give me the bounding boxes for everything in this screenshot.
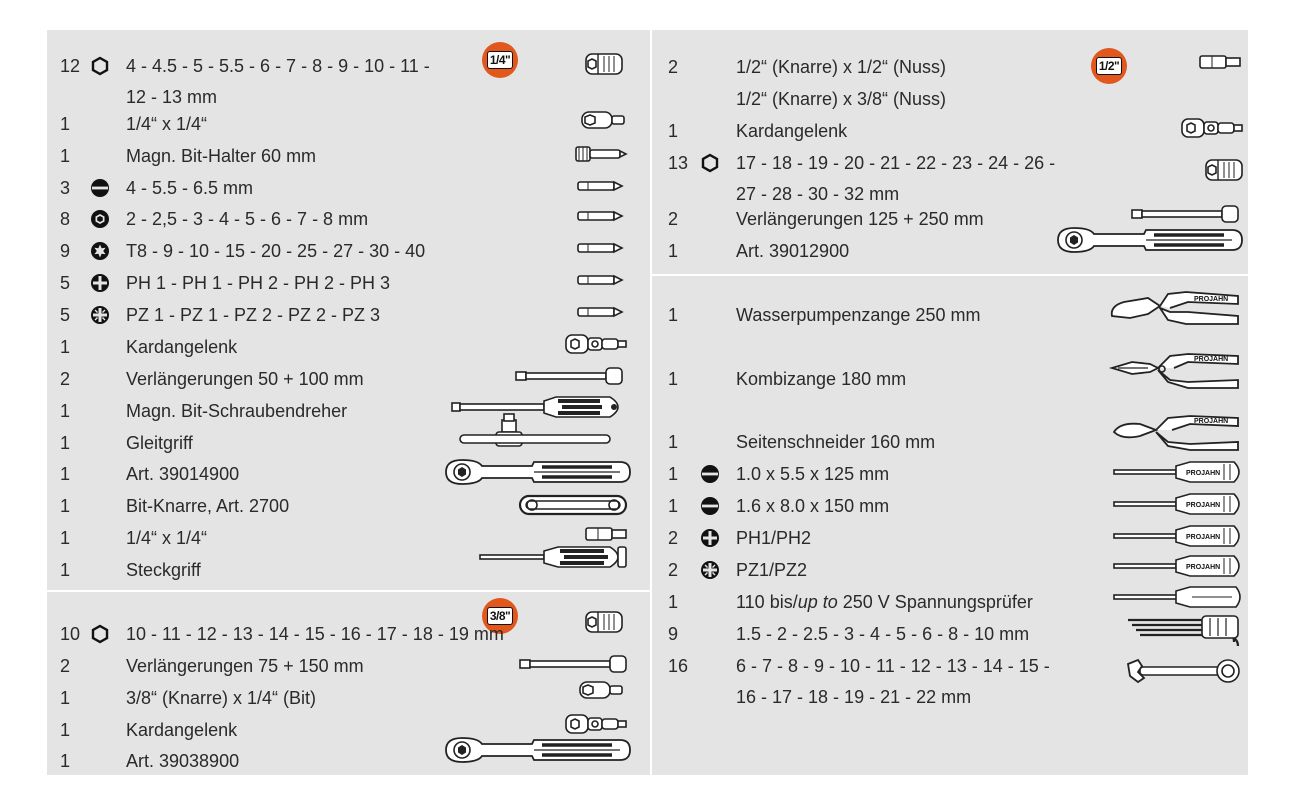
row-quantity: 1 xyxy=(668,121,679,141)
bit-screwdriver-icon xyxy=(450,393,628,421)
screwdriver-icon xyxy=(1112,552,1244,580)
drive-allen-icon xyxy=(90,209,110,229)
row-quantity: 1 xyxy=(60,720,71,740)
row-description: T8 - 9 - 10 - 15 - 20 - 25 - 27 - 30 - 40 xyxy=(126,241,426,261)
row-description: 1.6 x 8.0 x 150 mm xyxy=(736,496,890,516)
table-row xyxy=(668,119,848,149)
spinner-handle-icon xyxy=(478,543,628,571)
row-quantity: 2 xyxy=(60,369,71,389)
row-description: 10 - 11 - 12 - 13 - 14 - 15 - 16 - 17 - 18 - 19 mm xyxy=(126,624,504,644)
row-description-continued: 12 - 13 mm xyxy=(126,87,218,107)
drive-ph-icon xyxy=(700,528,720,548)
row-description: Verlängerungen 75 + 150 mm xyxy=(126,656,364,676)
bit-icon xyxy=(576,202,624,230)
table-row xyxy=(60,303,381,333)
row-quantity: 1 xyxy=(668,496,679,516)
row-description: Kardangelenk xyxy=(126,720,238,740)
table-row xyxy=(60,112,208,142)
drive-hex-icon xyxy=(90,56,110,76)
row-description-tail: 250 V Spannungsprüfer xyxy=(837,592,1033,612)
drive-pz-icon xyxy=(700,560,720,580)
drive-pz-icon xyxy=(90,305,110,325)
row-description-continued: 16 - 17 - 18 - 19 - 21 - 22 mm xyxy=(736,687,972,707)
universal-joint-icon xyxy=(1180,114,1244,142)
row-quantity: 8 xyxy=(60,209,71,229)
row-quantity: 1 xyxy=(60,114,71,134)
row-quantity: 1 xyxy=(60,528,71,548)
table-row xyxy=(60,494,290,524)
row-quantity: 16 xyxy=(668,656,689,676)
bit-icon xyxy=(576,298,624,326)
drive-hex-icon xyxy=(90,624,110,644)
row-quantity: 9 xyxy=(668,624,679,644)
row-description: 17 - 18 - 19 - 20 - 21 - 22 - 23 - 24 - 26 - xyxy=(736,153,1056,173)
table-row xyxy=(668,622,1030,652)
row-description-emphasis: up to xyxy=(797,592,838,612)
universal-joint-icon xyxy=(564,710,628,738)
row-description: 1/2“ (Knarre) x 1/2“ (Nuss) xyxy=(736,57,947,77)
row-quantity: 1 xyxy=(60,337,71,357)
row-quantity: 1 xyxy=(60,560,71,580)
row-quantity: 1 xyxy=(668,592,679,612)
badge-quarter-inch: 1/4" xyxy=(482,42,518,78)
table-row xyxy=(668,55,947,109)
row-quantity: 1 xyxy=(60,433,71,453)
row-description: 3/8“ (Knarre) x 1/4“ (Bit) xyxy=(126,688,317,708)
row-description: Kombizange 180 mm xyxy=(736,369,907,389)
table-row xyxy=(668,462,890,492)
table-row xyxy=(60,749,240,779)
adapter-icon xyxy=(1198,48,1242,76)
table-row xyxy=(668,151,1056,204)
row-description-part: 110 bis/ xyxy=(736,592,798,612)
socket-icon xyxy=(1204,156,1244,184)
row-quantity: 2 xyxy=(668,560,679,580)
socket-icon xyxy=(584,50,624,78)
svg-text:PROJAHN: PROJAHN xyxy=(1194,356,1229,363)
table-row xyxy=(60,271,391,301)
badge-half-inch: 1/2" xyxy=(1091,48,1127,84)
table-row xyxy=(60,144,317,174)
row-description: 1.5 - 2 - 2.5 - 3 - 4 - 5 - 6 - 8 - 10 mm xyxy=(736,624,1030,644)
bit-adapter-icon xyxy=(580,106,626,134)
row-description: 4 - 4.5 - 5 - 5.5 - 6 - 7 - 8 - 9 - 10 - 11 - xyxy=(126,56,430,76)
row-quantity: 1 xyxy=(668,369,679,389)
row-description: 4 - 5.5 - 6.5 mm xyxy=(126,178,254,198)
hex-key-set-icon xyxy=(1124,614,1242,650)
water-pump-pliers-icon xyxy=(1108,288,1242,328)
extension-bar-icon xyxy=(1130,200,1240,228)
combination-wrench-icon xyxy=(1124,656,1242,686)
table-row xyxy=(60,399,348,429)
row-description: 1/4“ x 1/4“ xyxy=(126,114,208,134)
bit-ratchet-icon xyxy=(518,490,628,518)
combination-pliers-icon xyxy=(1108,348,1242,392)
table-row xyxy=(60,654,364,684)
table-row xyxy=(668,654,1050,707)
socket-icon xyxy=(584,608,624,636)
table-row xyxy=(668,303,981,333)
drive-torx-icon xyxy=(90,241,110,261)
row-description: Bit-Knarre, Art. 2700 xyxy=(126,496,290,516)
row-quantity: 2 xyxy=(60,656,71,676)
row-quantity: 1 xyxy=(668,241,679,261)
drive-hex-icon xyxy=(700,153,720,173)
row-description: Kardangelenk xyxy=(126,337,238,357)
row-quantity: 9 xyxy=(60,241,71,261)
table-row xyxy=(668,558,808,588)
drive-ph-icon xyxy=(90,273,110,293)
table-row xyxy=(668,430,936,460)
row-quantity: 2 xyxy=(668,528,679,548)
svg-text:PROJAHN: PROJAHN xyxy=(1194,296,1229,303)
table-row xyxy=(60,367,364,397)
drive-slot-icon xyxy=(90,178,110,198)
row-quantity: 1 xyxy=(60,146,71,166)
row-description: PH1/PH2 xyxy=(736,528,812,548)
svg-text:PROJAHN: PROJAHN xyxy=(1186,470,1221,477)
row-quantity: 1 xyxy=(60,401,71,421)
row-quantity: 1 xyxy=(60,751,71,771)
table-row xyxy=(668,367,907,397)
row-description: Verlängerungen 125 + 250 mm xyxy=(736,209,984,229)
row-description-continued: 1/2“ (Knarre) x 3/8“ (Nuss) xyxy=(736,89,947,109)
universal-joint-icon xyxy=(564,330,628,358)
table-row xyxy=(60,558,201,588)
row-description: Steckgriff xyxy=(126,560,201,580)
screwdriver-icon xyxy=(1112,458,1244,486)
row-description: Magn. Bit-Schraubendreher xyxy=(126,401,348,421)
row-description: Art. 39012900 xyxy=(736,241,850,261)
t-bar-icon xyxy=(458,420,612,448)
row-description xyxy=(736,590,1033,614)
row-quantity: 5 xyxy=(60,273,71,293)
table-row xyxy=(668,239,850,269)
table-row xyxy=(60,335,238,365)
side-cutter-icon xyxy=(1110,410,1242,454)
row-description: PH 1 - PH 1 - PH 2 - PH 2 - PH 3 xyxy=(126,273,391,293)
table-row xyxy=(60,239,426,269)
svg-text:PROJAHN: PROJAHN xyxy=(1186,564,1221,571)
bit-icon xyxy=(576,266,624,294)
row-quantity: 1 xyxy=(668,305,679,325)
ratchet-icon xyxy=(1054,226,1244,254)
table-row xyxy=(60,431,193,461)
table-row xyxy=(60,686,317,716)
bit-adapter-icon xyxy=(578,676,624,704)
table-row xyxy=(60,54,430,107)
svg-text:PROJAHN: PROJAHN xyxy=(1194,418,1229,425)
row-quantity: 1 xyxy=(668,464,679,484)
screwdriver-icon xyxy=(1112,490,1244,518)
row-description: 1.0 x 5.5 x 125 mm xyxy=(736,464,890,484)
row-description: Kardangelenk xyxy=(736,121,848,141)
table-row xyxy=(60,526,208,556)
table-row xyxy=(668,494,890,524)
table-row xyxy=(60,176,254,206)
row-quantity: 2 xyxy=(668,209,679,229)
bit-icon xyxy=(576,234,624,262)
row-description: PZ1/PZ2 xyxy=(736,560,808,580)
row-quantity: 5 xyxy=(60,305,71,325)
drive-slot-icon xyxy=(700,464,720,484)
voltage-tester-icon xyxy=(1112,583,1244,611)
row-quantity: 13 xyxy=(668,153,689,173)
row-description: 2 - 2,5 - 3 - 4 - 5 - 6 - 7 - 8 mm xyxy=(126,209,369,229)
row-description: 6 - 7 - 8 - 9 - 10 - 11 - 12 - 13 - 14 - 15 - xyxy=(736,656,1050,676)
table-row xyxy=(60,622,504,652)
table-row xyxy=(60,462,240,492)
row-description: Seitenschneider 160 mm xyxy=(736,432,936,452)
row-quantity: 2 xyxy=(668,57,679,77)
row-quantity: 12 xyxy=(60,56,81,76)
badge-three-eighths-inch: 3/8" xyxy=(482,598,518,634)
row-description: 1/4“ x 1/4“ xyxy=(126,528,208,548)
row-quantity: 10 xyxy=(60,624,81,644)
row-quantity: 1 xyxy=(60,496,71,516)
bit-holder-icon xyxy=(574,140,628,168)
svg-text:PROJAHN: PROJAHN xyxy=(1186,502,1221,509)
row-description: Magn. Bit-Halter 60 mm xyxy=(126,146,317,166)
svg-text:PROJAHN: PROJAHN xyxy=(1186,534,1221,541)
bit-icon xyxy=(576,172,624,200)
row-quantity: 1 xyxy=(60,464,71,484)
extension-bar-icon xyxy=(518,650,628,678)
ratchet-icon xyxy=(442,458,632,486)
row-description: Art. 39038900 xyxy=(126,751,240,771)
table-row xyxy=(668,590,1033,620)
screwdriver-icon xyxy=(1112,522,1244,550)
row-description: Verlängerungen 50 + 100 mm xyxy=(126,369,364,389)
table-row xyxy=(60,207,369,237)
table-row xyxy=(60,718,238,748)
table-row xyxy=(668,526,812,556)
row-description: Gleitgriff xyxy=(126,433,193,453)
drive-slot-icon xyxy=(700,496,720,516)
row-description: Art. 39014900 xyxy=(126,464,240,484)
table-row xyxy=(668,207,984,237)
ratchet-icon xyxy=(442,736,632,764)
row-description: PZ 1 - PZ 1 - PZ 2 - PZ 2 - PZ 3 xyxy=(126,305,381,325)
row-description: Wasserpumpenzange 250 mm xyxy=(736,305,981,325)
extension-bar-icon xyxy=(514,362,624,390)
row-quantity: 1 xyxy=(668,432,679,452)
row-quantity: 3 xyxy=(60,178,71,198)
row-quantity: 1 xyxy=(60,688,71,708)
row-description-continued: 27 - 28 - 30 - 32 mm xyxy=(736,184,900,204)
